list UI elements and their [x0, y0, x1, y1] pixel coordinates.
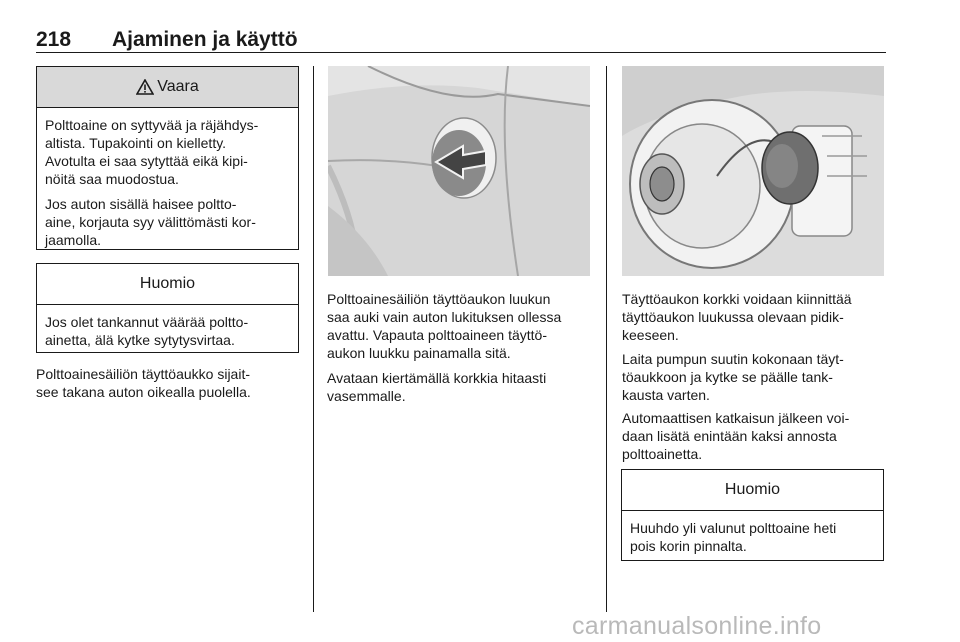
text-line: nöitä saa muodostua.: [45, 171, 179, 187]
text-line: töaukkoon ja kytke se päälle tank-: [622, 369, 833, 385]
fuel-location-paragraph: [36, 365, 251, 401]
text-line: Jos olet tankannut väärää poltto-: [45, 314, 249, 330]
page-number: 218: [36, 28, 72, 51]
watermark-text: carmanualsonline.info: [572, 612, 822, 640]
warning-box: [36, 66, 299, 250]
auto-cutoff-paragraph: [622, 409, 849, 463]
note-box-right-body: [622, 511, 883, 555]
text-line: Täyttöaukon korkki voidaan kiinnittää: [622, 291, 852, 307]
text-line: Avataan kiertämällä korkkia hitaasti: [327, 370, 547, 386]
warning-paragraph-2: [45, 195, 290, 249]
watermark: [572, 612, 944, 640]
note-box-right: [621, 469, 884, 561]
note-body: [37, 305, 298, 349]
text-line: täyttöaukon luukussa olevaan pidik-: [622, 309, 844, 325]
note-title: Huomio: [724, 481, 781, 498]
text-line: kausta varten.: [622, 387, 710, 403]
cap-open-paragraph: [313, 369, 546, 405]
text-line: Polttoainesäiliön täyttöaukon luukun: [327, 291, 551, 307]
page-header: [36, 28, 886, 52]
text-line: aine, korjauta syy välittömästi kor-: [45, 214, 256, 230]
text-line: Jos auton sisällä haisee poltto-: [45, 196, 237, 212]
warning-triangle-icon: [136, 79, 154, 95]
text-line: pois korin pinnalta.: [630, 538, 747, 554]
warning-title: Vaara: [157, 78, 199, 95]
section-title: Ajaminen ja käyttö: [112, 28, 298, 51]
text-line: Polttoaine on syttyvää ja räjähdys-: [45, 117, 259, 133]
text-line: polttoainetta.: [622, 446, 703, 462]
warning-body: [37, 108, 298, 249]
fuel-cap-illustration: [622, 66, 884, 276]
note-box: [36, 263, 299, 353]
text-line: altista. Tupakointi on kielletty.: [45, 135, 227, 151]
text-line: Huuhdo yli valunut polttoaine heti: [630, 520, 837, 536]
text-line: Laita pumpun suutin kokonaan täyt-: [622, 351, 844, 367]
note-box-header: [37, 264, 298, 305]
text-line: jaamolla.: [45, 232, 102, 248]
cap-holder-paragraph: [622, 290, 852, 344]
text-line: aukon luukku painamalla sitä.: [327, 345, 511, 361]
text-line: keeseen.: [622, 327, 679, 343]
text-line: avattu. Vapauta polttoaineen täyttö-: [327, 327, 548, 343]
header-rule: [36, 52, 886, 53]
note-title: Huomio: [139, 275, 196, 292]
text-line: see takana auton oikealla puolella.: [36, 384, 251, 400]
text-line: ainetta, älä kytke sytytysvirtaa.: [45, 332, 235, 348]
warning-box-header: [37, 67, 298, 108]
text-line: Avotulta ei saa sytyttää eikä kipi-: [45, 153, 248, 169]
nozzle-paragraph: [622, 350, 844, 404]
column-divider-2: [606, 66, 607, 612]
flap-open-paragraph: [313, 290, 561, 362]
text-line: Polttoainesäiliön täyttöaukko sijait-: [36, 366, 251, 382]
note-box-right-header: [622, 470, 883, 511]
text-line: vasemmalle.: [327, 388, 406, 404]
note-paragraph: [45, 313, 290, 349]
text-line: saa auki vain auton lukituksen ollessa: [327, 309, 562, 325]
note-paragraph: [630, 519, 875, 555]
text-line: Automaattisen katkaisun jälkeen voi-: [622, 410, 850, 426]
fuel-flap-illustration: [328, 66, 590, 276]
warning-paragraph-1: [45, 116, 290, 188]
text-line: daan lisätä enintään kaksi annosta: [622, 428, 837, 444]
